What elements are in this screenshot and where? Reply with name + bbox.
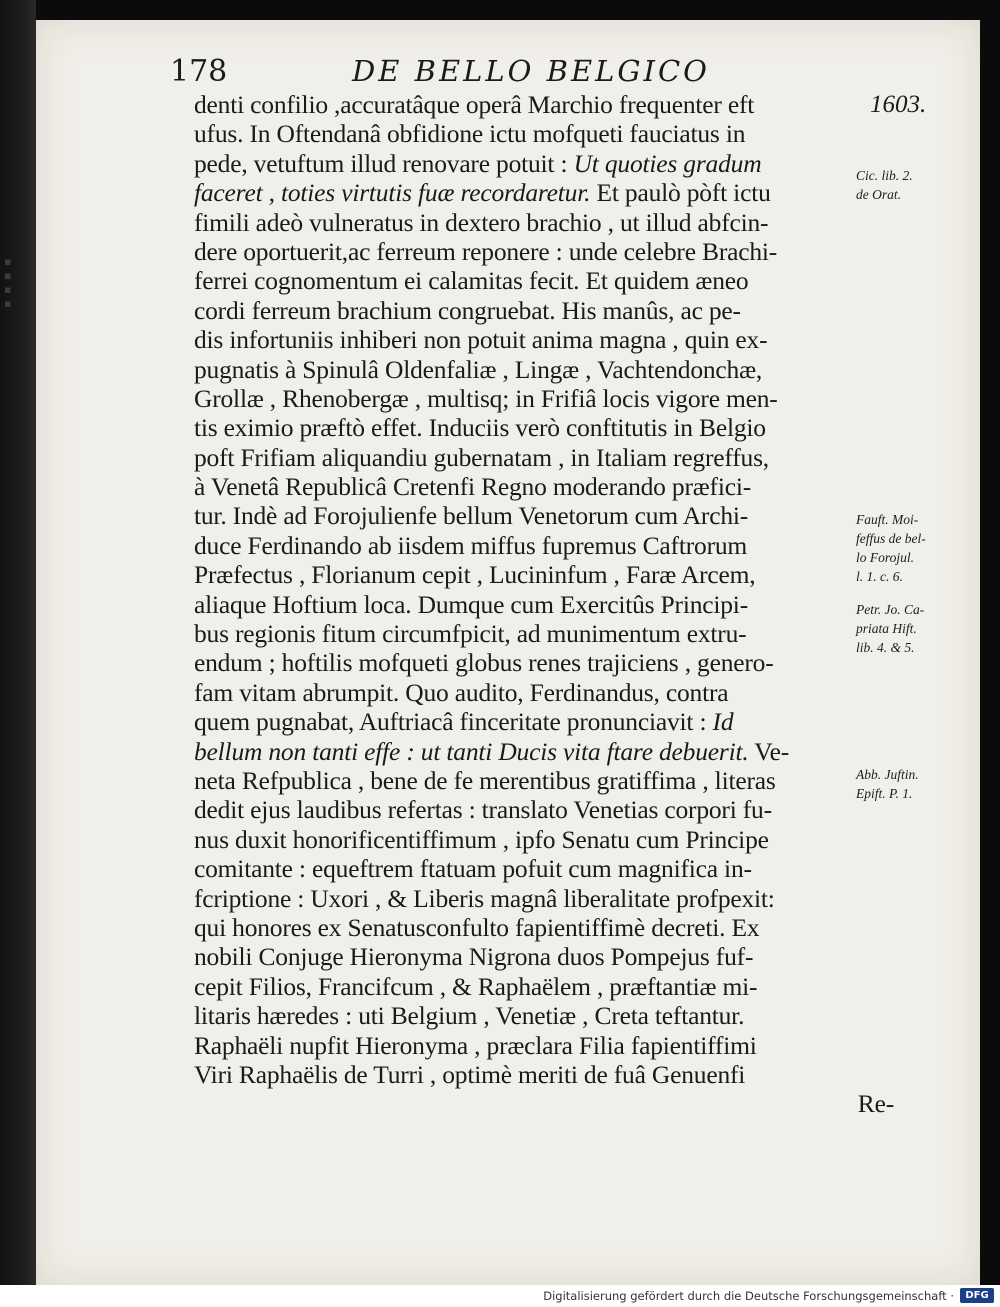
text-segment: pede, vetuftum illud renovare potuit :	[194, 148, 574, 178]
text-line	[194, 707, 894, 736]
text-line	[194, 266, 894, 295]
text-line	[194, 825, 894, 854]
text-segment: poft Frifiam aliquandiu gubernatam , in Italiam regreffus,	[194, 442, 769, 472]
text-segment: nus duxit honorificentiffimum , ipfo Senatu cum Principe	[194, 824, 769, 854]
text-line	[194, 178, 894, 207]
text-segment: Grollæ , Rhenobergæ , multisq; in Frifiâ locis vigore men-	[194, 383, 778, 413]
text-line	[194, 766, 894, 795]
text-segment: fam vitam abrumpit. Quo audito, Ferdinandus, contra	[194, 677, 729, 707]
text-line	[194, 1001, 894, 1030]
margin-note-line: Abb. Juftin.	[856, 767, 919, 782]
text-segment: fcriptione : Uxori , & Liberis magnâ liberalitate profpexit:	[194, 883, 775, 913]
text-segment: dis infortuniis inhiberi non potuit anima magna , quin ex-	[194, 325, 768, 355]
margin-note	[856, 765, 976, 803]
text-line	[194, 854, 894, 883]
text-segment: ufus. In Oftendanâ obfidione ictu mofqueti fauciatus in	[194, 119, 746, 149]
text-line	[194, 942, 894, 971]
text-line	[194, 1089, 894, 1118]
text-segment: dere oportuerit,ac ferreum reponere : unde celebre Brachi-	[194, 236, 778, 266]
text-line	[194, 443, 894, 472]
italic-segment: Ut quoties gradum	[573, 148, 762, 178]
text-segment: bus regionis fitum circumfpicit, ad munimentum extru-	[194, 619, 747, 649]
text-line	[194, 355, 894, 384]
text-segment: aliaque Hoftium loca. Dumque cum Exercitûs Principi-	[194, 589, 748, 619]
text-segment: Præfectus , Florianum cepit , Lucininfum , Faræ Arcem,	[194, 560, 756, 590]
text-line	[194, 737, 894, 766]
dfg-logo: DFG	[960, 1288, 994, 1303]
text-segment: neta Refpublica , bene de fe merentibus gratiffima , literas	[194, 765, 776, 795]
text-line	[194, 913, 894, 942]
text-segment: Viri Raphaëlis de Turri , optimè meriti de fuâ Genuenfi	[194, 1059, 746, 1089]
margin-note	[856, 600, 976, 657]
text-segment: ferrei cognomentum ei calamitas fecit. Et quidem æneo	[194, 266, 749, 296]
text-line	[194, 119, 894, 148]
text-segment: denti confilio ,accuratâque operâ Marchio frequenter eft	[194, 90, 755, 119]
text-line	[194, 884, 894, 913]
margin-note-line: lo Forojul.	[856, 550, 915, 565]
text-segment: Raphaëli nupfit Hieronyma , præclara Filia fapientiffimi	[194, 1030, 757, 1060]
margin-note	[856, 510, 976, 586]
margin-note-line: de Orat.	[856, 187, 901, 202]
margin-note	[856, 166, 976, 204]
margin-note-line: l. 1. c. 6.	[856, 569, 903, 584]
text-segment: nobili Conjuge Hieronyma Nigrona duos Pompejus fuf-	[194, 942, 754, 972]
text-line	[194, 1031, 894, 1060]
italic-segment: faceret , toties virtutis fuæ recordaretur.	[194, 178, 591, 208]
book-page	[36, 20, 980, 1285]
text-segment: tur. Indè ad Forojulienfe bellum Venetorum cum Archi-	[194, 501, 749, 531]
margin-year: 1603.	[870, 91, 927, 118]
text-segment: qui honores ex Senatusconfulto fapientiffimè decreti. Ex	[194, 912, 760, 942]
text-segment: quem pugnabat, Auftriacâ finceritate pronunciavit :	[194, 707, 713, 737]
italic-segment: Id	[712, 707, 734, 737]
margin-note-line: Fauft. Moi-	[856, 512, 919, 527]
text-line	[194, 619, 894, 648]
text-line	[194, 384, 894, 413]
text-segment: fimili adeò vulneratus in dextero brachio , ut illud abfcin-	[194, 207, 769, 237]
text-line	[194, 208, 894, 237]
text-segment: cepit Filios, Francifcum , & Raphaëlem , præftantiæ mi-	[194, 971, 758, 1001]
funding-notice: Digitalisierung gefördert durch die Deutsche Forschungsgemeinschaft ·	[543, 1289, 954, 1303]
text-line	[194, 1060, 894, 1089]
text-line	[194, 237, 894, 266]
text-line	[194, 325, 894, 354]
text-segment: dedit ejus laudibus refertas : translato Venetias corpori fu-	[194, 795, 772, 825]
text-segment: tis eximio præftò effet. Induciis verò conftitutis in Belgio	[194, 413, 766, 443]
text-line	[194, 501, 894, 530]
margin-note-line: priata Hift.	[856, 621, 917, 636]
text-segment: pugnatis à Spinulâ Oldenfaliæ , Lingæ , Vachtendonchæ,	[194, 354, 763, 384]
text-segment: duce Ferdinando ab iisdem miffus fupremus Caftrorum	[194, 530, 748, 560]
text-line	[194, 472, 894, 501]
margin-note-line: Cic. lib. 2.	[856, 168, 913, 183]
text-line	[194, 149, 894, 178]
text-segment: cordi ferreum brachium congruebat. His manûs, ac pe-	[194, 295, 741, 325]
margin-note-line: Petr. Jo. Ca-	[856, 602, 925, 617]
text-line	[194, 678, 894, 707]
italic-segment: bellum non tanti effe : ut tanti Ducis vita ftare debuerit.	[194, 736, 749, 766]
text-segment: comitante : equeftrem ftatuam pofuit cum magnifica in-	[194, 854, 752, 884]
margin-note-line: feffus de bel-	[856, 531, 926, 546]
text-line	[194, 590, 894, 619]
text-segment: Re-	[857, 1089, 894, 1119]
text-segment: Ve-	[748, 736, 790, 766]
margin-note-line: Epift. P. 1.	[856, 786, 913, 801]
text-line	[194, 795, 894, 824]
page-number: 178	[170, 54, 228, 89]
margin-note-line: lib. 4. & 5.	[856, 640, 915, 655]
running-head-title: DE BELLO BELGICO	[352, 54, 710, 88]
main-text	[194, 90, 894, 1119]
footer-bar	[0, 1285, 1000, 1307]
text-line	[194, 413, 894, 442]
text-segment: à Venetâ Republicâ Cretenfi Regno moderando præfici-	[194, 472, 752, 502]
text-line	[194, 560, 894, 589]
text-segment: endum ; hoftilis mofqueti globus renes trajiciens , genero-	[194, 648, 774, 678]
text-segment: litaris hæredes : uti Belgium , Venetiæ , Creta teftantur.	[194, 1001, 745, 1031]
scan-border	[0, 0, 36, 1285]
edge-artifact: ▪ ▪ ▪ ▪	[4, 255, 12, 310]
text-line	[194, 972, 894, 1001]
text-line	[194, 648, 894, 677]
text-line	[194, 531, 894, 560]
text-line	[194, 90, 894, 119]
text-segment: Et paulò pòft ictu	[590, 178, 771, 208]
text-line	[194, 296, 894, 325]
